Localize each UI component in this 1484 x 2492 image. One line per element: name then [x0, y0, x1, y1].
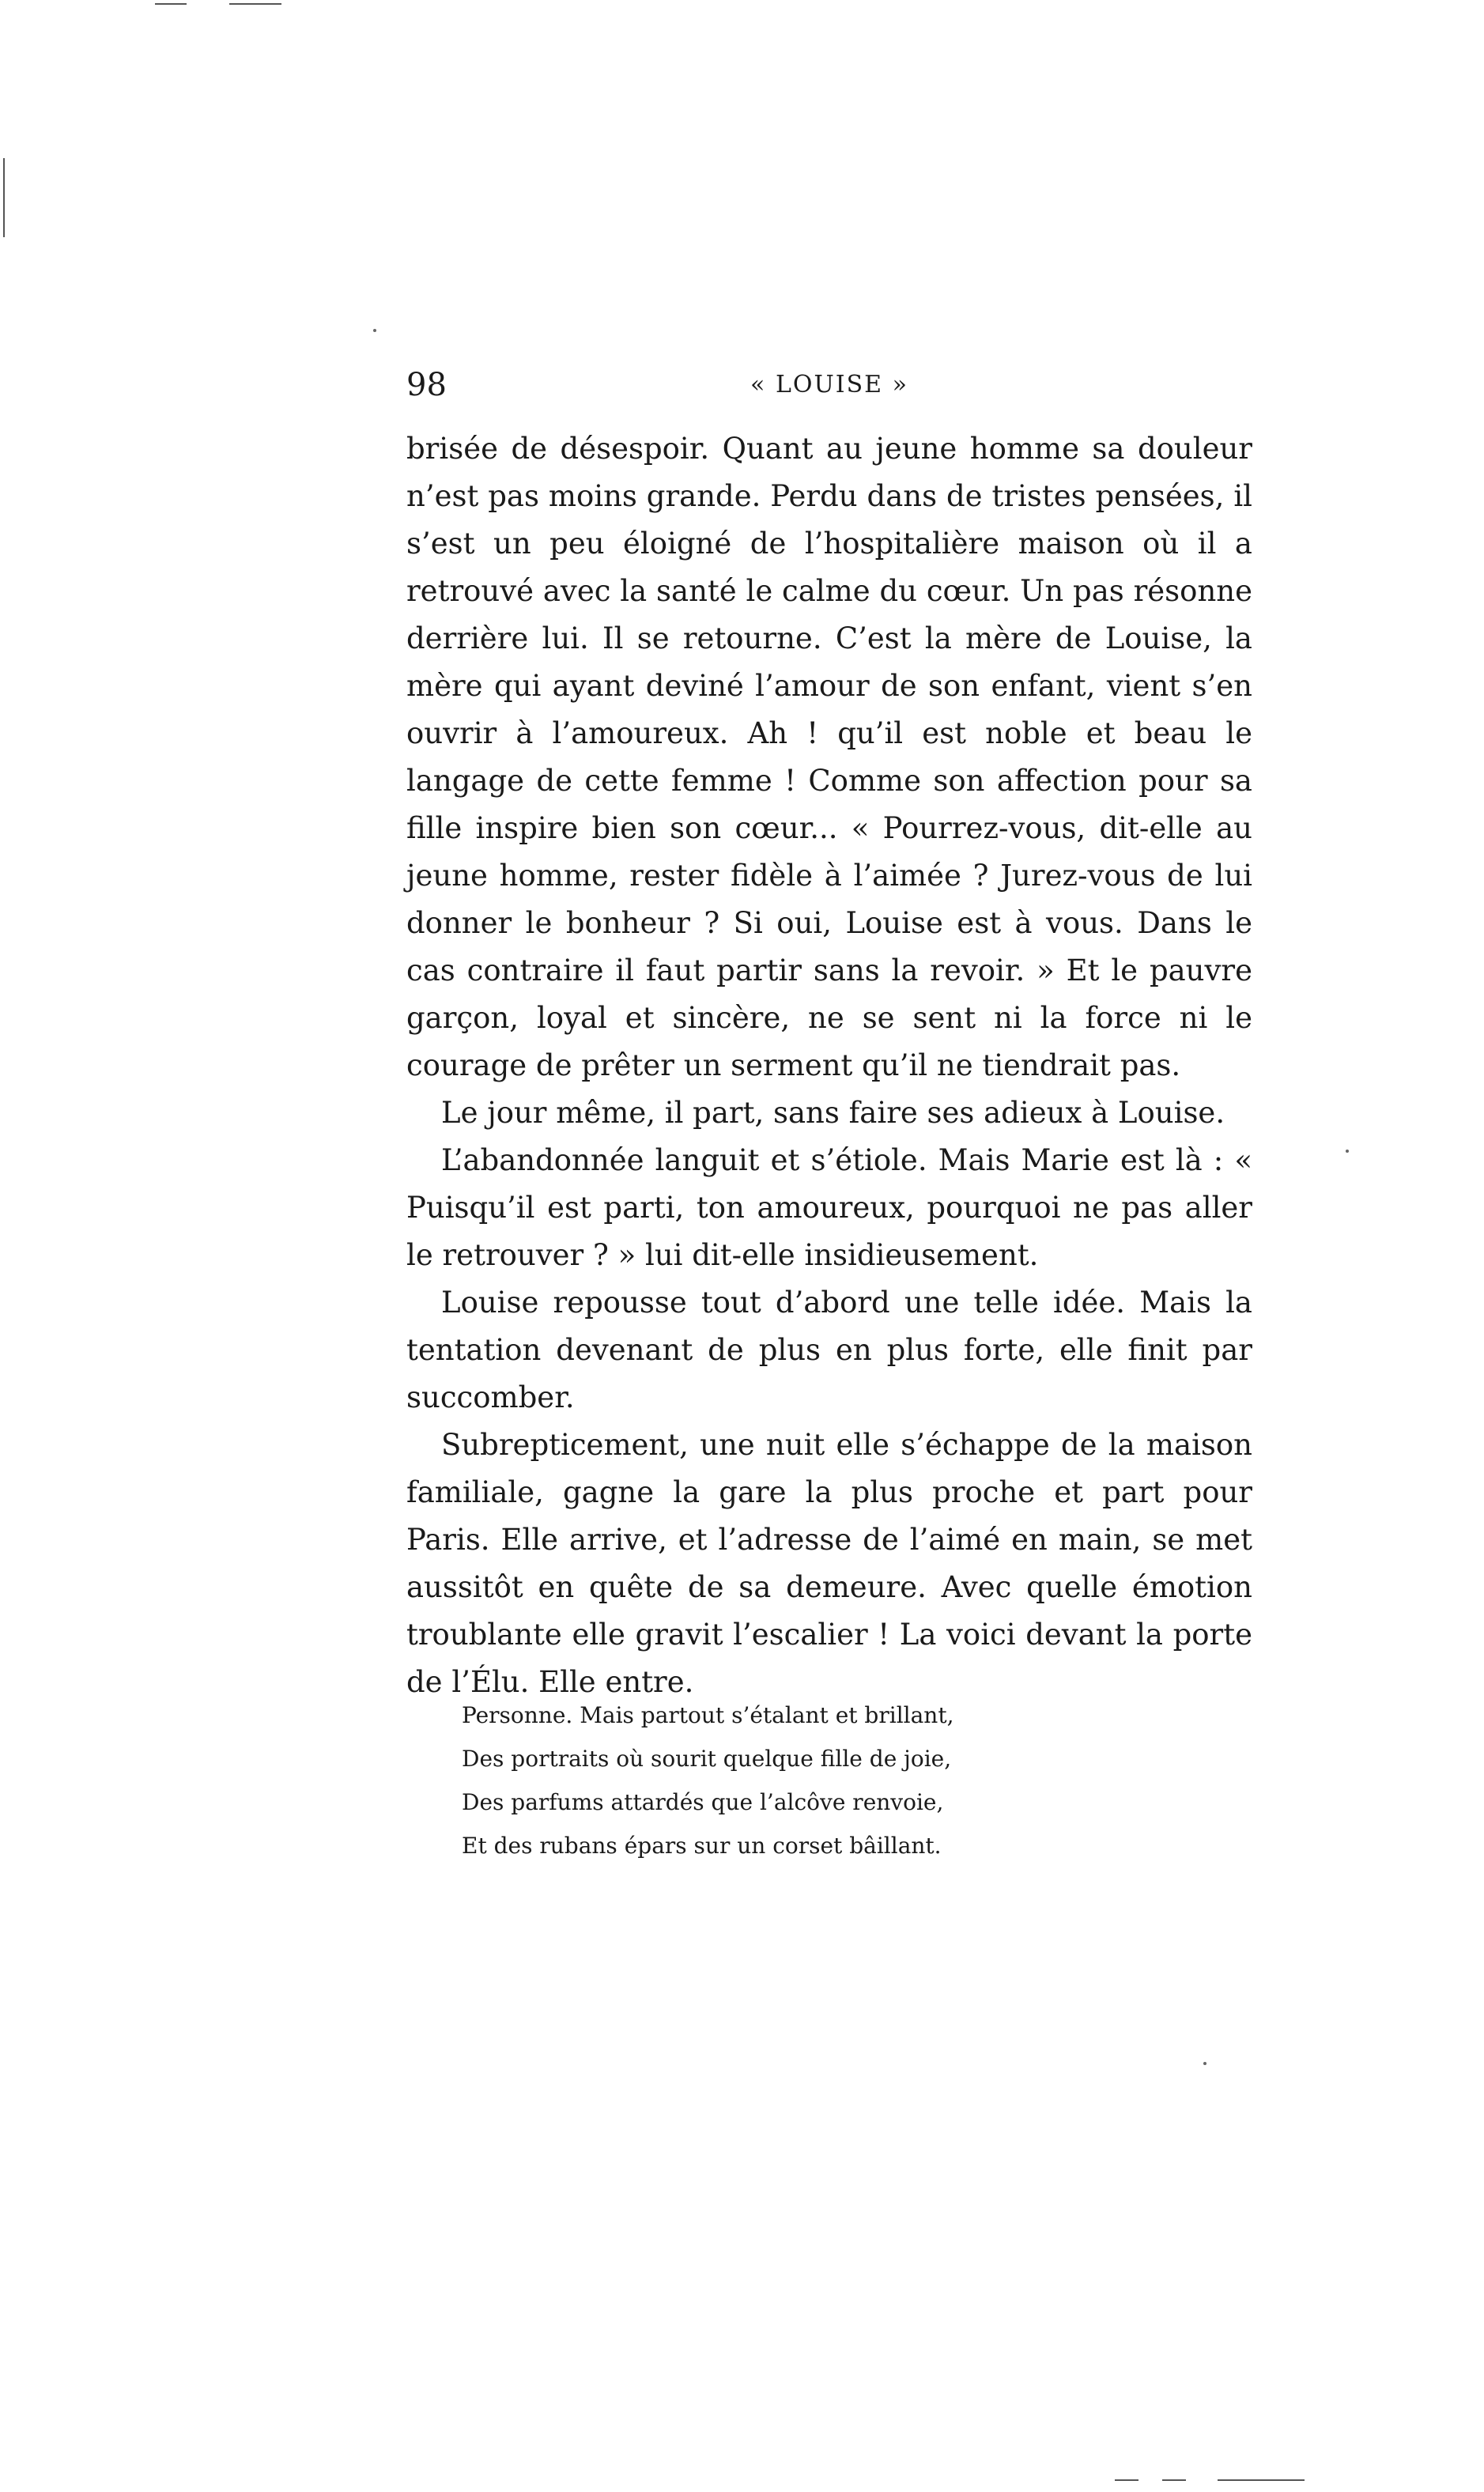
paragraph: Le jour même, il part, sans faire ses adieux à Louise.: [441, 1096, 1225, 1130]
dust-speck: [373, 329, 376, 332]
dust-speck: [1346, 1150, 1349, 1153]
verse-line: Personne. Mais partout s’étalant et brillant,: [462, 1702, 954, 1728]
page-header: [406, 365, 1252, 405]
verse-line: Des portraits où sourit quelque fille de joie,: [462, 1746, 952, 1772]
scan-edge-mark: [3, 158, 5, 237]
body-text: [406, 425, 1252, 1706]
scan-edge-mark: [1218, 2479, 1305, 2481]
paragraph: L’abandonnée languit et s’étiole. Mais Marie est là : « Puisqu’il est parti, ton amoureux, pourquoi ne pas aller le retrouver ? » lui dit-elle insidieusement.: [406, 1143, 1252, 1272]
paragraph: brisée de désespoir. Quant au jeune homme sa douleur n’est pas moins grande. Perdu dans de tristes pensées, il s’est un peu éloigné de l’hospitalière maison où il a retrouvé avec la santé le calme du cœur. Un pas résonne derrière lui. Il se retourne. C’est la mère de Louise, la mère qui ayant deviné l’amour de son enfant, vient s’en ouvrir à l’amoureux. Ah ! qu’il est noble et beau le langage de cette femme ! Comme son affection pour sa fille inspire bien son cœur... « Pourrez-vous, dit-elle au jeune homme, rester fidèle à l’aimée ? Jurez-vous de lui donner le bonheur ? Si oui, Louise est à vous. Dans le cas contraire il faut partir sans la revoir. » Et le pauvre garçon, loyal et sincère, ne se sent ni la force ni le courage de prêter un serment qu’il ne tiendrait pas.: [406, 432, 1252, 1082]
verse-line: Des parfums attardés que l’alcôve renvoie,: [462, 1789, 944, 1815]
scan-edge-mark: [229, 3, 281, 5]
paragraph: Louise repousse tout d’abord une telle idée. Mais la tentation devenant de plus en plus forte, elle finit par succomber.: [406, 1286, 1252, 1414]
verse-quotation: [462, 1693, 1173, 1867]
dust-speck: [1203, 2062, 1206, 2065]
running-title: « LOUISE »: [750, 371, 908, 398]
page-number: 98: [406, 367, 447, 403]
scan-edge-mark: [1162, 2479, 1186, 2481]
scan-edge-mark: [1115, 2479, 1138, 2481]
verse-line: Et des rubans épars sur un corset bâillant.: [462, 1833, 942, 1859]
paragraph: Subrepticement, une nuit elle s’échappe de la maison familiale, gagne la gare la plus proche et part pour Paris. Elle arrive, et l’adresse de l’aimé en main, se met aussitôt en quête de sa demeure. Avec quelle émotion troublante elle gravit l’escalier ! La voici devant la porte de l’Élu. Elle entre.: [406, 1428, 1252, 1699]
scan-edge-mark: [155, 3, 187, 5]
